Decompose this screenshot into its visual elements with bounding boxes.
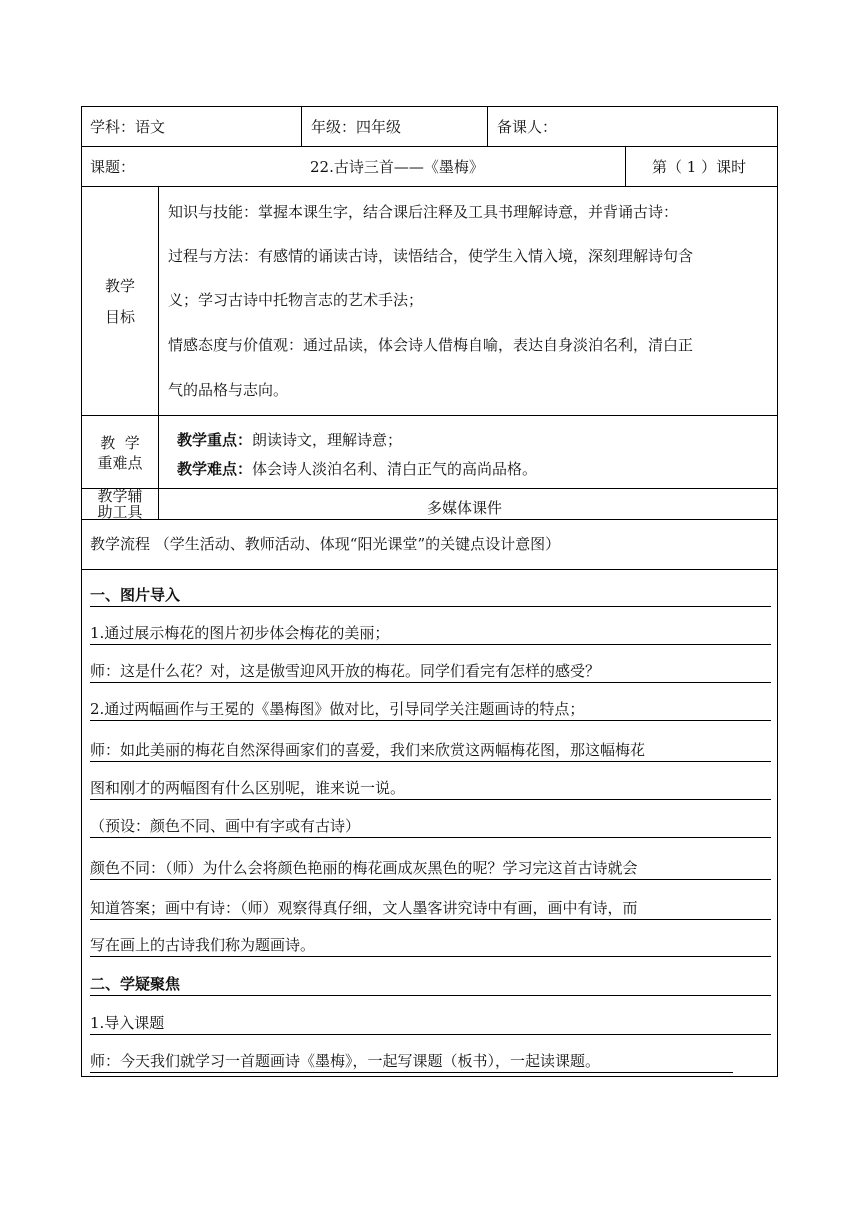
tools-row xyxy=(82,489,777,520)
header-row xyxy=(82,107,777,147)
topic-title: 22.古诗三首——《墨梅》 xyxy=(310,158,484,176)
flow-line: 写在画上的古诗我们称为题画诗。 xyxy=(90,935,771,957)
flow-line: 知道答案；画中有诗：（师）观察得真仔细，文人墨客讲究诗中有画，画中有诗，而 xyxy=(90,898,771,920)
flow-line: 1.通过展示梅花的图片初步体会梅花的美丽； xyxy=(90,623,771,645)
flow-line: 颜色不同：（师）为什么会将颜色艳丽的梅花画成灰黑色的呢？学习完这首古诗就会 xyxy=(90,858,771,880)
flow-line: 师：这是什么花？对，这是傲雪迎风开放的梅花。同学们看完有怎样的感受？ xyxy=(90,661,771,683)
flow-line: 1.导入课题 xyxy=(90,1013,771,1035)
key-points-row xyxy=(82,416,777,489)
objective-line: 气的品格与志向。 xyxy=(168,381,289,399)
difficulty-line: 教学难点：体会诗人淡泊名利、清白正气的高尚品格。 xyxy=(177,460,538,478)
section-heading: 二、学疑聚焦 xyxy=(90,974,771,996)
objective-line: 过程与方法：有感情的诵读古诗，读悟结合，使学生入情入境，深刻理解诗句含 xyxy=(168,247,694,265)
flow-line: 图和刚才的两幅图有什么区别呢，谁来说一说。 xyxy=(90,778,771,800)
flow-line: 2.通过两幅画作与王冕的《墨梅图》做对比，引导同学关注题画诗的特点； xyxy=(90,699,771,721)
lesson-plan-table xyxy=(81,106,778,1077)
focus-line: 教学重点：朗读诗文，理解诗意； xyxy=(177,431,403,449)
objective-line: 知识与技能：掌握本课生字，结合课后注释及工具书理解诗意，并背诵古诗： xyxy=(168,203,679,221)
flow-line: 师：如此美丽的梅花自然深得画家们的喜爱，我们来欣赏这两幅梅花图，那这幅梅花 xyxy=(90,740,771,762)
flow-title-row xyxy=(82,520,777,570)
grade-cell: 年级：四年级 xyxy=(311,118,402,136)
key-points-label: 教 学 重难点 xyxy=(97,434,143,472)
lesson-period: 第（ 1 ）课时 xyxy=(652,158,747,176)
topic-row xyxy=(82,147,777,187)
flow-title: 教学流程 （学生活动、教师活动、体现“阳光课堂”的关键点设计意图） xyxy=(90,535,561,553)
topic-label: 课题： xyxy=(90,158,136,176)
tools-value: 多媒体课件 xyxy=(427,499,503,517)
preparer-cell: 备课人： xyxy=(497,118,558,136)
subject-cell: 学科：语文 xyxy=(90,118,166,136)
tools-label: 教学辅 助工具 xyxy=(97,487,143,521)
objective-line: 情感态度与价值观：通过品读，体会诗人借梅自喻，表达自身淡泊名利，清白正 xyxy=(168,336,694,354)
section-heading: 一、图片导入 xyxy=(90,585,771,607)
flow-content xyxy=(82,570,777,1076)
flow-line: （预设：颜色不同、画中有字或有古诗） xyxy=(90,816,771,838)
objective-line: 义；学习古诗中托物言志的艺术手法； xyxy=(168,291,424,309)
objectives-label: 教学 目标 xyxy=(104,277,135,326)
objectives-row xyxy=(82,187,777,416)
flow-line: 师：今天我们就学习一首题画诗《墨梅》，一起写课题（板书），一起读课题。 xyxy=(90,1051,733,1073)
